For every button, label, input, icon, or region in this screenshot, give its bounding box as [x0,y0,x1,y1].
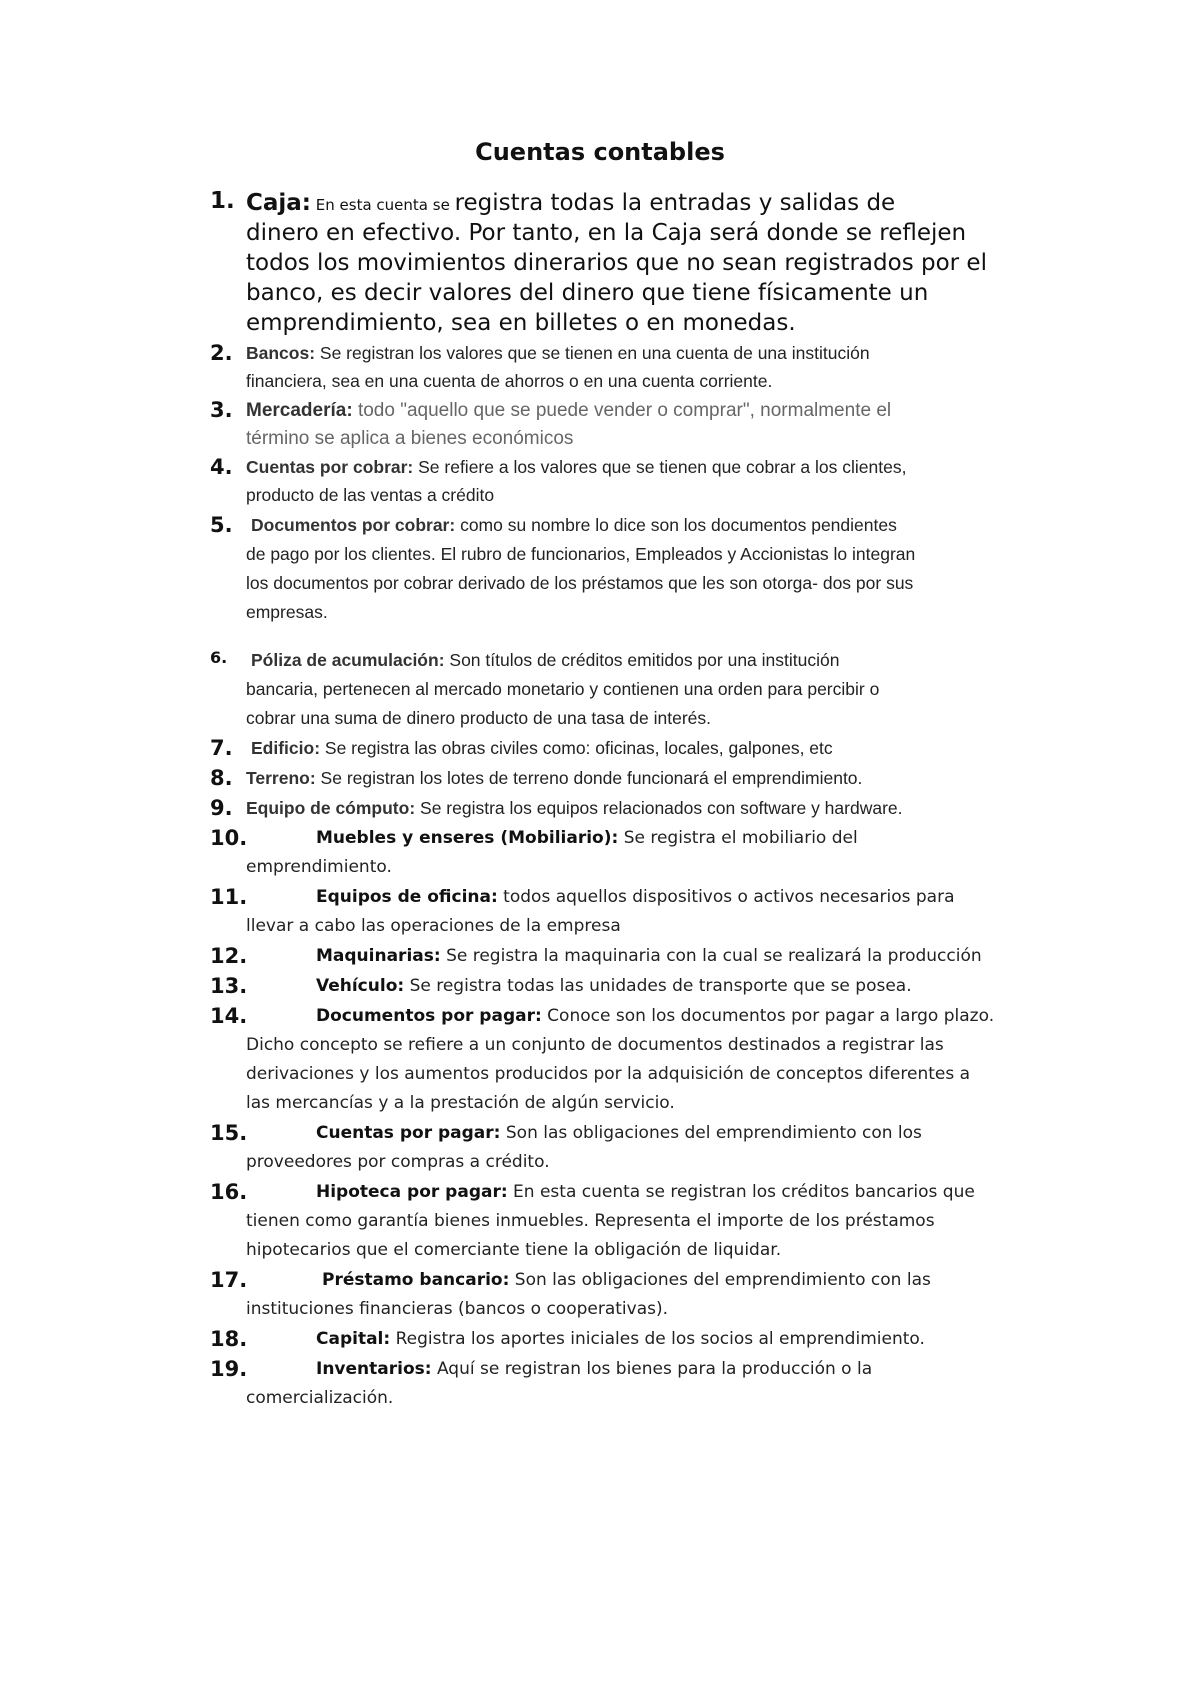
item-continuation-line: proveedores por compras a crédito. [246,1152,550,1172]
item-first-line [316,1123,922,1143]
account-term: Maquinarias: [316,946,441,966]
item-first-line [316,976,912,996]
item-continuation-line: derivaciones y los aumentos producidos por la adquisición de conceptos diferentes a [246,1064,971,1084]
item-number: 19. [210,1357,248,1381]
item-description: Aquí se registran los bienes para la producción o la [431,1359,873,1379]
item-number: 11. [210,885,248,909]
account-term: Terreno: [246,768,316,788]
item-number: 6. [210,648,228,667]
account-term: Edificio: [251,738,321,758]
item-continuation-line: todos los movimientos dinerarios que no sean registrados por el [246,250,987,276]
item-continuation-line: banco, es decir valores del dinero que tiene físicamente un [246,280,929,306]
item-continuation-line: dinero en efectivo. Por tanto, en la Caja será donde se reflejen [246,220,967,246]
item-description: Son las obligaciones del emprendimiento con las [509,1270,931,1290]
item-first-line [246,798,903,819]
item-number: 3. [210,398,233,422]
item-number: 1. [210,188,235,214]
item-first-line [316,1359,872,1379]
account-term: Hipoteca por pagar: [316,1182,508,1202]
item-first-line [246,343,870,364]
item-number: 18. [210,1327,248,1351]
item-first-line [316,828,858,848]
item-first-line [246,400,891,422]
item-number: 17. [210,1268,248,1292]
item-description: Registra los aportes iniciales de los socios al emprendimiento. [390,1329,925,1349]
item-continuation-line: Dicho concepto se refiere a un conjunto de documentos destinados a registrar las [246,1035,944,1055]
item-first-line [316,946,982,966]
item-first-line [246,768,862,789]
item-description: Se registra el mobiliario del [618,828,858,848]
item-first-line [251,515,897,536]
account-term: Bancos: [246,343,316,363]
item-first-line [246,188,895,221]
item-number: 12. [210,944,248,968]
item-number: 4. [210,455,233,479]
item-description: En esta cuenta se registran los créditos bancarios que [507,1182,975,1202]
item-description: Se registra las obras civiles como: oficinas, locales, galpones, etc [320,738,833,758]
item-first-line [316,1182,975,1202]
item-continuation-line: producto de las ventas a crédito [246,485,495,505]
account-term: Documentos por pagar: [316,1006,542,1026]
item-first-line [316,1329,925,1349]
account-term: Póliza de acumulación: [251,650,445,670]
item-description: Se registran los lotes de terreno donde funcionará el emprendimiento. [315,768,863,788]
item-description: Se refiere a los valores que se tienen que cobrar a los clientes, [413,457,907,477]
item-description: Se registra los equipos relacionados con software y hardware. [415,798,903,818]
account-term: Muebles y enseres (Mobiliario): [316,828,619,848]
item-continuation-line: emprendimiento, sea en billetes o en monedas. [246,310,796,336]
item-first-line [316,887,955,907]
account-term: Mercadería: [246,400,353,421]
account-term: Inventarios: [316,1359,432,1379]
item-number: 16. [210,1180,248,1204]
item-description: Son las obligaciones del emprendimiento con los [500,1123,922,1143]
item-continuation-line: tienen como garantía bienes inmuebles. Representa el importe de los préstamos [246,1211,935,1231]
item-continuation-line: los documentos por cobrar derivado de los préstamos que les son otorga- dos por sus [246,573,914,593]
item-description: todos aquellos dispositivos o activos necesarios para [497,887,955,907]
item-first-line [251,738,833,759]
item-continuation-line: financiera, sea en una cuenta de ahorros o en una cuenta corriente. [246,371,773,391]
account-term: Equipos de oficina: [316,887,498,907]
account-term: Vehículo: [316,976,405,996]
account-term: Caja: [246,190,312,216]
item-continuation-line: las mercancías y a la prestación de algún servicio. [246,1093,675,1113]
item-continuation-line: llevar a cabo las operaciones de la empresa [246,916,621,936]
item-first-line [251,650,839,671]
item-continuation-line: instituciones financieras (bancos o cooperativas). [246,1299,669,1319]
item-continuation-line: término se aplica a bienes económicos [246,428,574,449]
item-number: 15. [210,1121,248,1145]
item-number: 2. [210,341,233,365]
item-description: Son títulos de créditos emitidos por una institución [444,650,840,670]
item-continuation-line: bancaria, pertenecen al mercado monetario y contienen una orden para percibir o [246,679,880,699]
account-term: Cuentas por pagar: [316,1123,501,1143]
item-description: todo "aquello que se puede vender o comprar", normalmente el [352,400,892,421]
item-description: Se registran los valores que se tienen en una cuenta de una institución [315,343,870,363]
document-title: Cuentas contables [475,138,725,166]
item-number: 8. [210,766,233,790]
item-first-line [316,1006,994,1026]
item-continuation-line: comercialización. [246,1388,394,1408]
item-number: 9. [210,796,233,820]
item-description: Se registra todas las unidades de transporte que se posea. [404,976,912,996]
item-continuation-line: cobrar una suma de dinero producto de una tasa de interés. [246,708,712,728]
account-term: Equipo de cómputo: [246,798,416,818]
item-continuation-line: empresas. [246,602,328,622]
item-description: Se registra la maquinaria con la cual se realizará la producción [440,946,982,966]
item-description: como su nombre lo dice son los documentos pendientes [455,515,897,535]
account-term: Cuentas por cobrar: [246,457,414,477]
account-term: Préstamo bancario: [322,1270,510,1290]
item-continuation-line: emprendimiento. [246,857,392,877]
item-number: 13. [210,974,248,998]
item-number: 7. [210,736,233,760]
item-number: 5. [210,513,233,537]
item-lead-text: En esta cuenta se [311,196,455,214]
account-term: Capital: [316,1329,391,1349]
item-continuation-line: de pago por los clientes. El rubro de funcionarios, Empleados y Accionistas lo integran [246,544,916,564]
item-number: 10. [210,826,248,850]
item-description: registra todas la entradas y salidas de [454,190,896,216]
item-continuation-line: hipotecarios que el comerciante tiene la obligación de liquidar. [246,1240,782,1260]
account-term: Documentos por cobrar: [251,515,456,535]
item-first-line [322,1270,931,1290]
item-description: Conoce son los documentos por pagar a largo plazo. [541,1006,995,1026]
item-number: 14. [210,1004,248,1028]
item-first-line [246,457,906,478]
